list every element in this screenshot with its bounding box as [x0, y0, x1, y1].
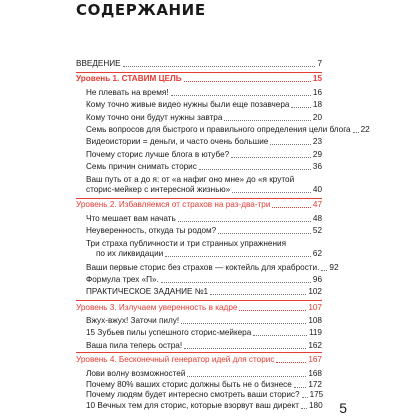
toc-entry-line2[interactable]: [76, 249, 322, 259]
dot-leader: [161, 282, 311, 283]
toc-entry[interactable]: [76, 401, 322, 411]
toc-entry-page: 22: [360, 125, 370, 134]
toc-entry[interactable]: [76, 214, 322, 224]
toc-entry[interactable]: [76, 390, 322, 400]
toc-entry-page: 48: [312, 213, 322, 223]
toc-entry-page: 162: [308, 340, 322, 350]
toc-entry-label: по их ликвидации: [96, 249, 164, 259]
toc-entry-label: Формула трех «П».: [86, 274, 159, 284]
toc-entry-page: 20: [312, 112, 322, 122]
toc-entry-label: ПРАКТИЧЕСКОЕ ЗАДАНИЕ №1: [86, 287, 209, 297]
toc-chapter-page: 107: [308, 302, 322, 312]
toc-entry-page: 62: [312, 249, 322, 259]
toc-entry-label: Почему сторис лучше блога в ютубе?: [86, 149, 230, 159]
chapter-divider: [76, 198, 322, 199]
toc-entry-page: 7: [317, 59, 322, 69]
toc-entry-line1[interactable]: [76, 239, 322, 249]
toc-entry-page: 172: [308, 379, 322, 389]
dot-leader: [239, 310, 306, 311]
toc-entry[interactable]: [76, 162, 322, 172]
dot-leader: [353, 132, 359, 133]
toc-entry-page: 40: [312, 185, 322, 195]
toc-entry-label: Три страха публичности и три странных упражнения: [86, 238, 287, 248]
dot-leader: [270, 144, 311, 145]
toc-entry[interactable]: [76, 150, 322, 160]
toc-entry-label: Ваш путь от а до я: от «а нафиг оно мне» до «я крутой: [86, 174, 295, 184]
toc-entry-label: 10 Вечных тем для сторис, которые взорвут ваш директ: [86, 401, 299, 410]
toc-entry-label: Семь причин снимать сторис: [86, 162, 197, 172]
toc-chapter-label: Уровень 1. СТАВИМ ЦЕЛЬ: [76, 74, 182, 84]
toc-entry-label: Что мешает вам начать: [86, 213, 176, 223]
dot-leader: [181, 323, 306, 324]
toc-chapter-level-1[interactable]: [76, 74, 322, 84]
toc-entry-page: 96: [312, 274, 322, 284]
dot-leader: [302, 397, 308, 398]
chapter-divider: [76, 352, 322, 353]
toc-entry-line2[interactable]: [76, 185, 322, 195]
toc-entry-page: 102: [308, 287, 322, 297]
toc-entry-page: 180: [309, 401, 323, 410]
toc-entry[interactable]: [76, 287, 322, 297]
dot-leader: [199, 169, 311, 170]
toc-entry[interactable]: [76, 100, 322, 110]
toc-entry-page: 92: [329, 262, 339, 272]
toc-entry-label: 15 Зубьев пилы успешного сторис-мейкера: [86, 328, 252, 338]
dot-leader: [184, 348, 306, 349]
toc-entry-page: 29: [312, 149, 322, 159]
toc-entry-label: Семь вопросов для быстрого и правильного определения цели блога: [86, 125, 351, 134]
toc-entry-page: 18: [312, 100, 322, 110]
toc-entry-label: Видеоистории = деньги, и часто очень большие: [86, 137, 269, 147]
dot-leader: [321, 270, 327, 271]
toc-entry-label: Вжух-вжух! Заточи пилу!: [86, 316, 180, 325]
toc-chapter-page: 47: [312, 200, 322, 210]
toc-chapter-page: 15: [312, 74, 322, 84]
toc-entry-label: Не плевать на время!: [86, 87, 169, 97]
dot-leader: [178, 221, 311, 222]
toc-entry[interactable]: [76, 341, 322, 351]
toc-chapter-label: Уровень 3. Излучаем уверенность в кадре: [76, 302, 238, 312]
toc-entry[interactable]: [76, 137, 322, 147]
toc-entry-label: Кому точно живые видео нужны были еще позавчера: [86, 100, 290, 110]
dot-leader: [218, 233, 311, 234]
page-title: СОДЕРЖАНИЕ: [76, 1, 206, 19]
toc-entry[interactable]: [76, 226, 322, 236]
toc-entry-page: 16: [312, 87, 322, 97]
dot-leader: [232, 192, 311, 193]
toc-chapter-label: Уровень 2. Избавляемся от страхов на раз-два-три: [76, 200, 271, 210]
toc-entry-label: ВВЕДЕНИЕ: [76, 59, 121, 69]
dot-leader: [171, 95, 311, 96]
toc-entry-page: 36: [312, 162, 322, 172]
toc-entry-line1[interactable]: [76, 175, 322, 185]
toc-entry-label: Ваши первые сторис без страхов — коктейль для храбрости.: [86, 262, 320, 272]
toc-entry-page: 23: [312, 137, 322, 147]
chapter-divider: [76, 300, 322, 301]
toc-entry-page: 175: [309, 390, 324, 400]
toc-chapter-level-3[interactable]: [76, 303, 322, 313]
toc-entry[interactable]: [76, 369, 322, 379]
chapter-divider: [76, 72, 322, 73]
dot-leader: [187, 376, 306, 377]
dot-leader: [224, 120, 310, 121]
toc-entry-page: 108: [308, 316, 322, 325]
dot-leader: [184, 81, 311, 82]
toc-entry-label: Лови волну возможностей: [86, 368, 186, 378]
toc-entry-label: Почему 80% ваших сторис должны быть не о бизнесе: [86, 379, 292, 389]
toc-chapter-label: Уровень 4. Бесконечный генератор идей для сторис: [76, 355, 275, 365]
dot-leader: [301, 408, 307, 409]
dot-leader: [253, 335, 307, 336]
toc-entry[interactable]: [76, 316, 322, 326]
toc-entry-label: Кому точно они будут нужны завтра: [86, 112, 223, 122]
dot-leader: [294, 387, 307, 388]
toc-entry[interactable]: [76, 125, 370, 135]
dot-leader: [123, 66, 316, 67]
dot-leader: [165, 256, 311, 257]
toc-entry-label: Почему людям будет интересно смотреть ваши сторис?: [86, 390, 300, 400]
toc-chapter-page: 167: [308, 355, 322, 365]
toc-entry-introduction[interactable]: [76, 59, 322, 69]
dot-leader: [291, 107, 310, 108]
dot-leader: [231, 157, 311, 158]
dot-leader: [210, 294, 306, 295]
toc-chapter-level-4[interactable]: [76, 355, 322, 365]
toc-entry-page: 168: [308, 368, 322, 378]
toc-entry[interactable]: [76, 275, 322, 285]
toc-entry-label: сторис-мейкер с интересной жизнью»: [86, 185, 231, 195]
toc-entry-label: Ваша пила теперь остра!: [86, 340, 183, 350]
toc-entry[interactable]: [76, 113, 322, 123]
toc-entry[interactable]: [76, 328, 322, 338]
toc-entry-label: Неуверенность, откуда ты родом?: [86, 226, 217, 236]
page-number: 5: [339, 400, 347, 416]
dot-leader: [276, 362, 306, 363]
toc-entry[interactable]: [76, 380, 322, 390]
toc-entry-page: 119: [308, 328, 322, 338]
toc-entry[interactable]: [76, 262, 339, 273]
toc-entry[interactable]: [76, 88, 322, 98]
toc-chapter-level-2[interactable]: [76, 200, 322, 210]
toc-entry-page: 52: [312, 226, 322, 236]
dot-leader: [272, 207, 310, 208]
